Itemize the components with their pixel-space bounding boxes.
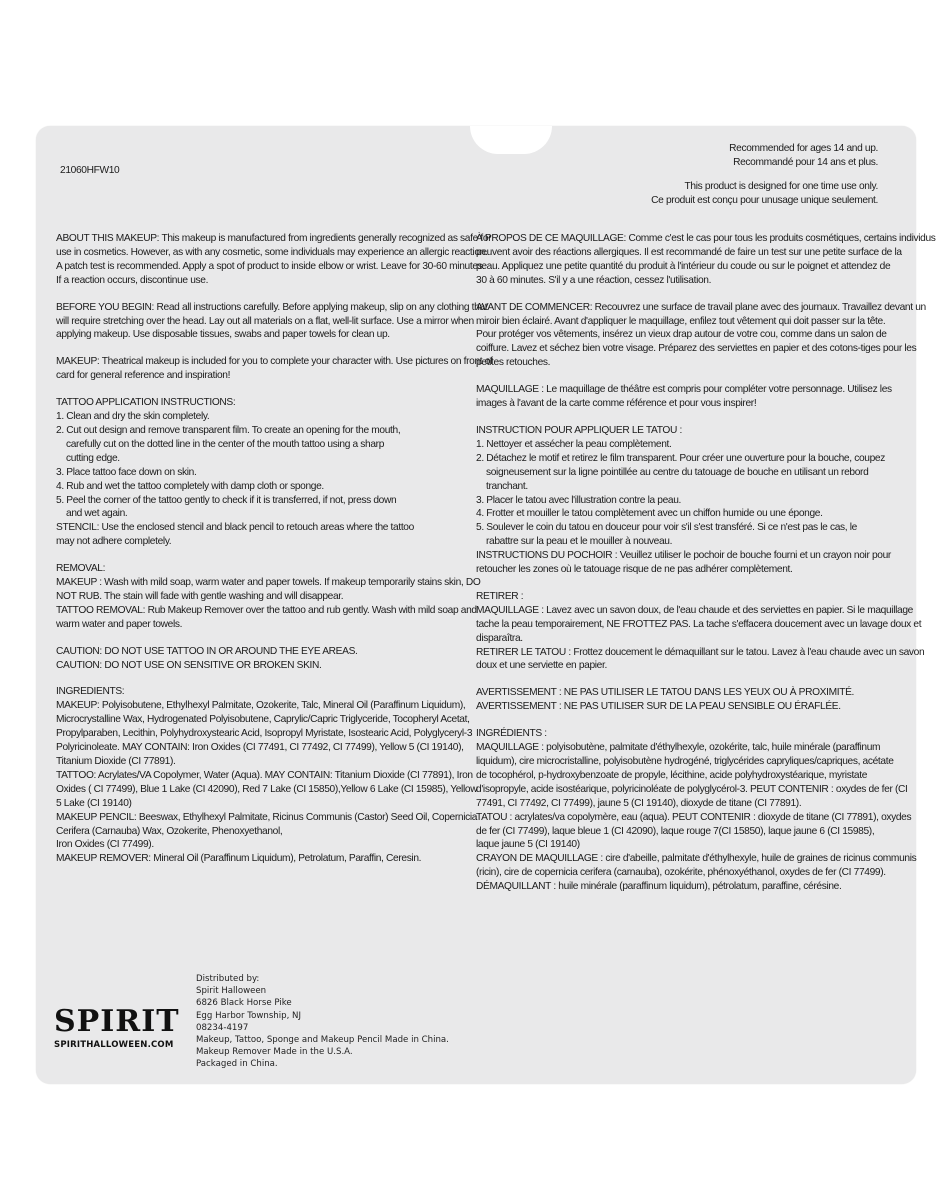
step-2: 2. Détachez le motif et retirez le film transparent. Pour créer une ouverture pour la bouche, coupez (476, 452, 885, 464)
section-heading: INGRÉDIENTS : (476, 728, 547, 740)
step-1: 1. Nettoyer et assécher la peau complètement. (476, 438, 672, 450)
makeup-section-en (56, 355, 493, 383)
text-line: TATTOO REMOVAL: Rub Makeup Remover over the tattoo and rub gently. Wash with mild soap and (56, 604, 477, 616)
text-line: card for general reference and inspiration! (56, 370, 231, 382)
logo-wordmark: SPIRIT (54, 1004, 180, 1039)
text-line: If a reaction occurs, discontinue use. (56, 274, 209, 286)
section-heading: TATTOO APPLICATION INSTRUCTIONS: (56, 397, 236, 409)
tattoo-section-fr (476, 424, 891, 577)
text-line: MAKEUP REMOVER: Mineral Oil (Paraffinum Liquidum), Petrolatum, Paraffin, Ceresin. (56, 853, 422, 865)
text-line: miroir bien éclairé. Avant d'appliquer le maquillage, enfilez tout vêtement qui doit passer sur la tête. (476, 315, 886, 327)
text-line: TATTOO: Acrylates/VA Copolymer, Water (Aqua). MAY CONTAIN: Titanium Dioxide (CI 77891), Iron (56, 769, 473, 781)
step-2-cont: cutting edge. (66, 452, 120, 464)
text-line: MAQUILLAGE : polyisobutène, palmitate d'éthylhexyle, ozokérite, talc, huile minérale (paraffinum (476, 742, 881, 754)
dist-line: Makeup Remover Made in the U.S.A. (196, 1047, 353, 1058)
removal-section-fr (476, 590, 925, 673)
product-code: 21060HFW10 (60, 165, 120, 176)
text-line: 77491, CI 77492, CI 77499), jaune 5 (CI 19140), dioxyde de titane (CI 77891). (476, 797, 802, 809)
caution-line: CAUTION: DO NOT USE TATTOO IN OR AROUND THE EYE AREAS. (56, 645, 358, 657)
step-4: 4. Rub and wet the tattoo completely with damp cloth or sponge. (56, 480, 324, 492)
text-line: laque jaune 5 (CI 19140) (476, 839, 580, 851)
step-2-cont: carefully cut on the dotted line in the center of the mouth tattoo using a sharp (66, 438, 385, 450)
text-line: Titanium Dioxide (CI 77891). (56, 756, 176, 767)
text-line: de fer (CI 77499), laque bleue 1 (CI 42090), laque rouge 7(CI 15850), laque jaune 6 (CI 15985), (476, 825, 875, 837)
text-line: NOT RUB. The stain will fade with gentle washing and will disappear. (56, 590, 344, 602)
ingredients-section-fr (476, 727, 917, 894)
before-section-en (56, 301, 488, 343)
about-section-en (56, 232, 492, 288)
text-line: MAKEUP: Polyisobutene, Ethylhexyl Palmitate, Ozokerite, Talc, Mineral Oil (Paraffinum Liquidum), (56, 700, 466, 712)
text-line: peau. Appliquez une petite quantité du produit à l'intérieur du coude ou sur le poignet et attendez de (476, 260, 891, 272)
hang-hole (470, 126, 552, 154)
step-2-cont: tranchant. (486, 480, 528, 492)
tattoo-section-en (56, 396, 448, 549)
age-en: Recommended for ages 14 and up. (729, 143, 878, 154)
spirit-logo (54, 1006, 184, 1050)
step-5: 5. Peel the corner of the tattoo gently to check if it is transferred, if not, press down (56, 494, 397, 506)
text-line: 30 à 60 minutes. S'il y a une réaction, cessez l'utilisation. (476, 274, 712, 286)
text-line: MAKEUP PENCIL: Beeswax, Ethylhexyl Palmitate, Ricinus Communis (Castor) Seed Oil, Copernicia (56, 811, 478, 823)
text-line: de tocophérol, p-hydroxybenzoate de propyle, lécithine, acide polyhydroxystéarique, myristate (476, 769, 868, 781)
text-line: applying makeup. Use disposable tissues, swabs and paper towels for clean up. (56, 329, 390, 341)
dist-line: Spirit Halloween (196, 986, 267, 997)
text-line: Cerifera (Carnauba) Wax, Ozokerite, Phenoxyethanol, (56, 825, 283, 837)
text-line: Oxides ( CI 77499), Blue 1 Lake (CI 42090), Red 7 Lake (CI 15850),Yellow 6 Lake (CI 15985), Yellow (56, 783, 478, 795)
package-back-card (36, 126, 936, 1084)
text-line: MAQUILLAGE : Le maquillage de théâtre est compris pour compléter votre personnage. Utilisez les (476, 384, 892, 396)
dist-line: Distributed by: (196, 974, 260, 984)
step-2-cont: soigneusement sur la ligne pointillée au centre du tatouage de bouche en utilisant un rebord (486, 466, 869, 478)
stencil-note: INSTRUCTIONS DU POCHOIR : Veuillez utiliser le pochoir de bouche fourni et un crayon noir pour (476, 550, 891, 562)
text-line: will require stretching over the head. Lay out all materials on a flat, well-lit surface. Use a mirror when (56, 315, 474, 327)
step-4: 4. Frotter et mouiller le tatou complètement avec un chiffon humide ou une éponge. (476, 508, 823, 520)
once-fr: Ce produit est conçu pour unusage unique seulement. (651, 194, 878, 206)
text-line: ABOUT THIS MAKEUP: This makeup is manufactured from ingredients generally recognized as safe for (56, 233, 492, 244)
caution-line: AVERTISSEMENT : NE PAS UTILISER SUR DE LA PEAU SENSIBLE OU ÉRAFLÉE. (476, 701, 841, 713)
caution-line: AVERTISSEMENT : NE PAS UTILISER LE TATOU DANS LES YEUX OU À PROXIMITÉ. (476, 687, 855, 699)
text-line: coiffure. Lavez et séchez bien votre visage. Préparez des serviettes en papier et des cotons-tiges pour les (476, 343, 917, 355)
removal-section-en (56, 562, 481, 632)
text-line: petites retouches. (476, 357, 551, 369)
section-heading: INGREDIENTS: (56, 686, 125, 698)
english-instructions (56, 232, 493, 879)
text-line: Pour protéger vos vêtements, insérez un vieux drap autour de votre cou, comme dans un salon de (476, 329, 887, 341)
step-5-cont: rabattre sur la peau et le mouiller à nouveau. (486, 536, 673, 548)
single-use-notice (578, 180, 878, 208)
stencil-note-cont: may not adhere completely. (56, 536, 172, 548)
text-line: (ricin), cire de copernicia cerifera (carnauba), ozokérite, phénoxyéthanol, oxydes de fer (CI 77499). (476, 867, 886, 879)
text-line: MAQUILLAGE : Lavez avec un savon doux, de l'eau chaude et des serviettes en papier. Si le maquillage (476, 604, 913, 616)
once-en: This product is designed for one time use only. (684, 181, 878, 192)
dist-line: 08234-4197 (196, 1022, 249, 1033)
text-line: BEFORE YOU BEGIN: Read all instructions carefully. Before applying makeup, slip on any clothing that (56, 301, 488, 313)
text-line: DÉMAQUILLANT : huile minérale (paraffinum liquidum), pétrolatum, paraffine, cérésine. (476, 881, 842, 893)
before-section-fr (476, 301, 926, 371)
stencil-note: STENCIL: Use the enclosed stencil and black pencil to retouch areas where the tattoo (56, 522, 414, 534)
text-line: Propylparaben, Lecithin, Polyhydroxystearic Acid, Isopropyl Myristate, Isostearic Acid, Polyglyceryl-3 (56, 728, 473, 740)
text-line: use in cosmetics. However, as with any cosmetic, some individuals may experience an allergic reaction. (56, 246, 488, 258)
dist-line: Egg Harbor Township, NJ (196, 1010, 302, 1021)
dist-line: Packaged in China. (196, 1059, 278, 1070)
section-heading: RETIRER : (476, 590, 524, 602)
text-line: MAKEUP : Wash with mild soap, warm water and paper towels. If makeup temporarily stains skin, DO (56, 577, 481, 589)
age-recommendation (578, 142, 878, 170)
text-line: tache la peau temporairement, NE FROTTEZ PAS. La tache s'effacera doucement avec un lavage doux et (476, 618, 922, 630)
dist-line: 6826 Black Horse Pike (196, 998, 292, 1009)
step-1: 1. Clean and dry the skin completely. (56, 411, 210, 423)
text-line: disparaîtra. (476, 632, 523, 644)
step-3: 3. Place tattoo face down on skin. (56, 466, 197, 478)
caution-section-en (56, 645, 448, 673)
section-heading: REMOVAL: (56, 563, 106, 575)
text-line: d'isopropyle, acide isostéarique, polyricinoléate de polyglycérol-3. PEUT CONTENIR : oxydes de fer (CI (476, 783, 908, 795)
french-instructions (476, 232, 936, 907)
text-line: liquidum), cire microcristalline, polyisobutène hydrogéné, triglycérides capryliques/capriques, acétate (476, 756, 894, 767)
about-section-fr (476, 232, 936, 288)
text-line: warm water and paper towels. (56, 618, 183, 630)
age-fr: Recommandé pour 14 ans et plus. (733, 156, 878, 168)
text-line: MAKEUP: Theatrical makeup is included for you to complete your character with. Use pictures on front of (56, 356, 493, 368)
text-line: TATOU : acrylates/va copolymère, eau (aqua). PEUT CONTENIR : dioxyde de titane (CI 77891), oxydes (476, 811, 912, 823)
step-5-cont: and wet again. (66, 508, 128, 520)
text-line: À PROPOS DE CE MAQUILLAGE: Comme c'est le cas pour tous les produits cosmétiques, certains individus (476, 233, 936, 244)
step-3: 3. Placer le tatou avec l'illustration contre la peau. (476, 494, 682, 506)
text-line: doux et une serviette en papier. (476, 660, 607, 672)
caution-line: CAUTION: DO NOT USE ON SENSITIVE OR BROKEN SKIN. (56, 659, 322, 671)
text-line: 5 Lake (CI 19140) (56, 797, 132, 809)
text-line: CRAYON DE MAQUILLAGE : cire d'abeille, palmitate d'éthylhexyle, huile de graines de ricinus communis (476, 853, 917, 865)
step-2: 2. Cut out design and remove transparent film. To create an opening for the mouth, (56, 424, 401, 436)
text-line: Iron Oxides (CI 77499). (56, 839, 154, 851)
ingredients-section-en (56, 685, 478, 866)
logo-url: SPIRITHALLOWEEN.COM (54, 1040, 174, 1050)
text-line: peuvent avoir des réactions allergiques. Il est recommandé de faire un test sur une petite surface de la (476, 246, 902, 258)
distributor-info (196, 973, 449, 1071)
text-line: A patch test is recommended. Apply a spot of product to inside elbow or wrist. Leave for 30-60 minutes. (56, 260, 485, 272)
text-line: Polyricinoleate. MAY CONTAIN: Iron Oxides (CI 77491, CI 77492, CI 77499), Yellow 5 (CI 19140), (56, 742, 464, 754)
text-line: images à l'avant de la carte comme référence et pour vous inspirer! (476, 398, 757, 410)
section-heading: INSTRUCTION POUR APPLIQUER LE TATOU : (476, 424, 682, 436)
stencil-note-cont: retoucher les zones où le tatouage risque de ne pas adhérer complètement. (476, 564, 793, 576)
text-line: RETIRER LE TATOU : Frottez doucement le démaquillant sur le tatou. Lavez à l'eau chaude avec un savon (476, 646, 925, 658)
step-5: 5. Soulever le coin du tatou en douceur pour voir s'il s'est transféré. Si ce n'est pas le cas, le (476, 522, 857, 534)
dist-line: Makeup, Tattoo, Sponge and Makeup Pencil Made in China. (196, 1035, 449, 1046)
makeup-section-fr (476, 383, 892, 411)
caution-section-fr (476, 686, 884, 714)
text-line: AVANT DE COMMENCER: Recouvrez une surface de travail plane avec des journaux. Travaillez devant un (476, 301, 926, 313)
text-line: Microcrystalline Wax, Hydrogenated Polyisobutene, Caprylic/Capric Triglyceride, Tocopheryl Acetat, (56, 714, 470, 726)
